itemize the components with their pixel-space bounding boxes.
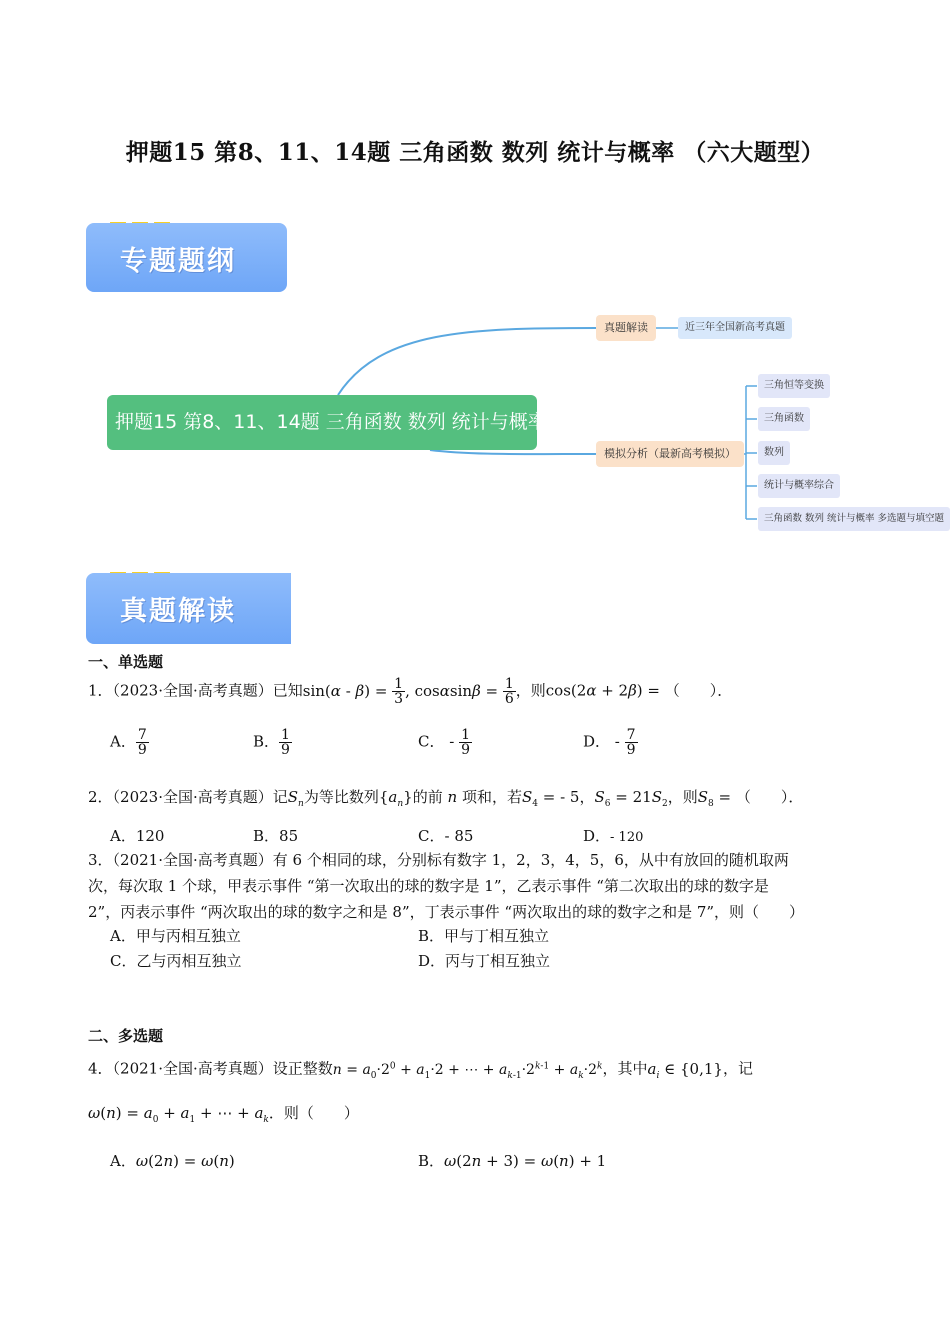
q2-option-d: D．- 120 [583, 827, 644, 845]
q2-option-a: A．120 [110, 827, 165, 845]
q1-option-a: A． $\frac{7}{9}$ [110, 727, 147, 758]
question-1: 1．（2023·全国·高考真题）已知sin(α - β) = $\frac{1}{3}$ , cosαsinβ = $\frac{1}{6}$ ，则cos(2α + 2β) = （ ）． [88, 676, 733, 707]
mindmap-branch-exam: 真题解读 [596, 315, 656, 341]
q3-option-c: C．乙与丙相互独立 [110, 952, 242, 970]
question-3: 3．（2021·全国·高考真题）有 6 个相同的球，分别标有数字 1，2，3，4，5，6，从中有放回的随机取两 次，每次取 1 个球，甲表示事件 “第一次取出的球的数字是 1”，乙表示事件 “第二次取出的球的数字是 2”，丙表示事件 “两次取出的球的数字之和是 8”，丁表示事件 “两次取出的球的数字之和是 7”，则（ ） [88, 851, 805, 921]
question-4-line2: $\omega(n) = a_0 + a_1$ + ⋯ + $a_k$．则（ ） [88, 1104, 359, 1125]
q1-option-c: C． - $\frac{1}{9}$ [418, 727, 471, 758]
q2-option-b: B．85 [253, 827, 299, 845]
page-title: 押题15 第8、11、14题 三角函数 数列 统计与概率 （六大题型） [125, 139, 825, 166]
mindmap-leaf-trig-function: 三角函数 [758, 407, 810, 431]
mindmap-leaf-probability: 统计与概率综合 [758, 474, 840, 498]
mindmap-leaf-multi: 三角函数 数列 统计与概率 多选题与填空题 [758, 507, 950, 531]
mindmap-leaf-exam: 近三年全国新高考真题 [678, 317, 792, 339]
mindmap-leaf-trig-identity: 三角恒等变换 [758, 374, 830, 398]
mindmap-branch-mock: 模拟分析（最新高考模拟） [596, 441, 744, 467]
banner-outline-label: 专题题纲 [120, 246, 236, 277]
q1-target: cos(2α + 2β) = [545, 681, 665, 700]
banner-exam-review-label: 真题解读 [120, 596, 236, 627]
section-multiple-choice: 二、多选题 [88, 1027, 164, 1045]
question-4: 4．（2021·全国·高考真题）设正整数$n = a_0\cdot 2^0 + a_1\cdot 2$ + ⋯ + $a_{k-1}\cdot 2^{k-1} + a_k\cdot 2^k$，其中$a_i$ ∈ {0,1}，记 [88, 1059, 753, 1081]
banner-exam-review [86, 573, 291, 644]
q3-option-a: A．甲与丙相互独立 [110, 927, 241, 945]
q4-option-a: A．ω(2n) = ω(n) [110, 1152, 235, 1170]
q2-option-c: C．- 85 [418, 827, 474, 845]
q3-option-d: D．丙与丁相互独立 [418, 952, 551, 970]
q1-given: sin(α - β) = $\frac{1}{3}$ , cosαsinβ = $\frac{1}{6}$ [302, 676, 514, 707]
mindmap-leaf-sequence: 数列 [758, 441, 790, 465]
q1-option-b: B． $\frac{1}{9}$ [253, 727, 290, 758]
mindmap-root: 押题15 第8、11、14题 三角函数 数列 统计与概率 [107, 395, 537, 450]
section-single-choice: 一、单选题 [88, 653, 164, 671]
q4-option-b: B．ω(2n + 3) = ω(n) + 1 [418, 1152, 607, 1170]
q1-option-d: D． - $\frac{7}{9}$ [583, 727, 636, 758]
question-2: 2．（2023·全国·高考真题）记$S_n$为等比数列$\{a_n\}$的前 n 项和，若$S_4$ = - 5，$S_6 = 21S_2$，则$S_8$ = （ ）． [88, 788, 804, 809]
q3-option-b: B．甲与丁相互独立 [418, 927, 550, 945]
